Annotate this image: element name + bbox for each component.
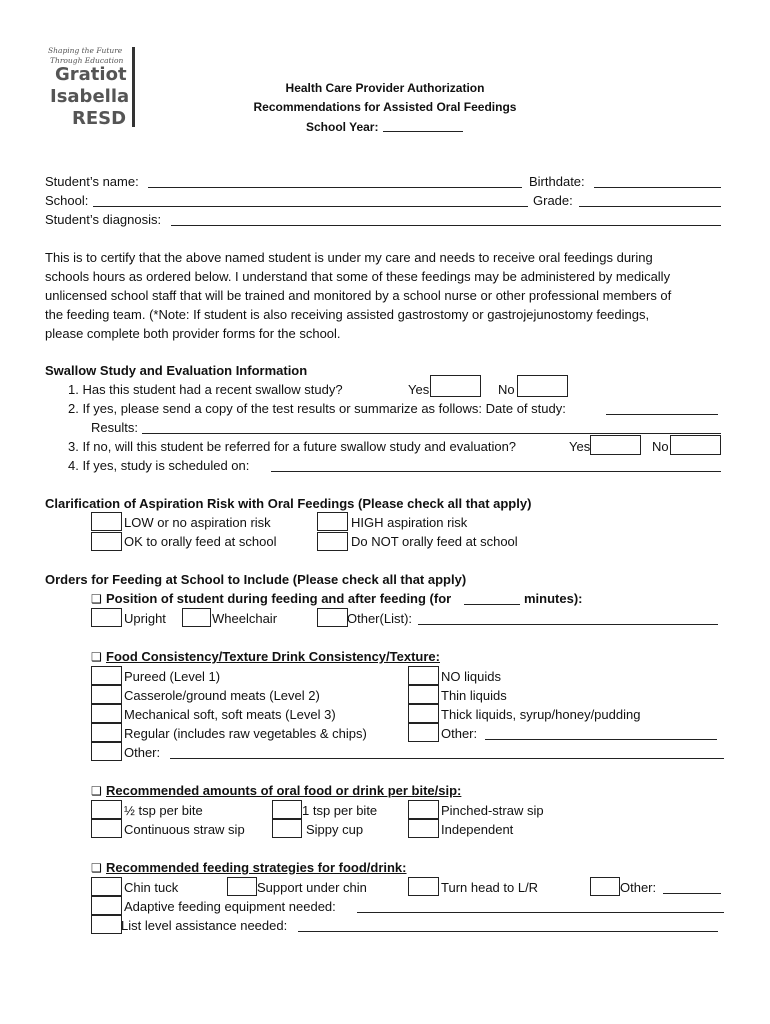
high-risk-checkbox[interactable] [317, 512, 348, 531]
swallow-q4: 4. If yes, study is scheduled on: [68, 458, 250, 473]
position-heading-minutes: minutes): [524, 591, 583, 606]
strategy-other-label: Other: [620, 880, 657, 895]
grade-field[interactable] [579, 206, 721, 207]
birthdate-label: Birthdate: [529, 174, 585, 189]
chin-tuck-checkbox[interactable] [91, 877, 122, 896]
swallow-q1-yes-box[interactable] [430, 375, 481, 397]
checkbox-bullet-icon: ❑ [91, 784, 102, 798]
diagnosis-label: Student’s diagnosis: [45, 212, 162, 227]
no-liquids-checkbox[interactable] [408, 666, 439, 685]
pinched-straw-checkbox[interactable] [408, 800, 439, 819]
assistance-label: List level assistance needed: [121, 918, 288, 933]
swallow-q1: 1. Has this student had a recent swallow study? [68, 382, 343, 397]
one-tsp-label: 1 tsp per bite [302, 803, 378, 818]
school-label: School: [45, 193, 89, 208]
position-heading: Position of student during feeding and after feeding (for [106, 591, 452, 606]
not-feed-checkbox[interactable] [317, 532, 348, 551]
assistance-field[interactable] [298, 931, 718, 932]
drink-option-label: Thick liquids, syrup/honey/pudding [441, 707, 641, 722]
position-other-field[interactable] [418, 624, 718, 625]
consistency-heading: Food Consistency/Texture Drink Consistency/Texture: [106, 649, 440, 664]
support-chin-label: Support under chin [257, 880, 367, 895]
form-subtitle: Recommendations for Assisted Oral Feedings [253, 100, 517, 114]
results-field[interactable] [142, 433, 721, 434]
diagnosis-field[interactable] [171, 225, 721, 226]
student-name-field[interactable] [148, 187, 522, 188]
amounts-heading: Recommended amounts of oral food or drink per bite/sip: [106, 783, 462, 798]
checkbox-bullet-icon: ❑ [91, 592, 102, 606]
assistance-checkbox[interactable] [91, 915, 122, 934]
checkbox-bullet-icon: ❑ [91, 861, 102, 875]
half-tsp-label: ½ tsp per bite [124, 803, 203, 818]
thin-liquids-checkbox[interactable] [408, 685, 439, 704]
swallow-q1-no-label: No [498, 382, 515, 397]
position-other-checkbox[interactable] [317, 608, 348, 627]
study-date-field[interactable] [606, 414, 718, 415]
continuous-straw-label: Continuous straw sip [124, 822, 245, 837]
regular-checkbox[interactable] [91, 723, 122, 742]
food-option-label: Mechanical soft, soft meats (Level 3) [124, 707, 336, 722]
food-other-field[interactable] [170, 758, 724, 759]
logo-tagline-2: Through Education [50, 56, 124, 65]
casserole-checkbox[interactable] [91, 685, 122, 704]
strategies-heading: Recommended feeding strategies for food/drink: [106, 860, 407, 875]
swallow-q3-yes-label: Yes [569, 439, 591, 454]
checkbox-bullet-icon: ❑ [91, 650, 102, 664]
food-other-label: Other: [124, 745, 161, 760]
turn-head-label: Turn head to L/R [441, 880, 539, 895]
low-risk-checkbox[interactable] [91, 512, 122, 531]
food-option-label: Regular (includes raw vegetables & chips) [124, 726, 367, 741]
cert-line: schools hours as ordered below. I understand that some of these feedings may be administered by medically [45, 269, 671, 284]
logo-name-2: Isabella [50, 86, 130, 107]
swallow-q3-no-box[interactable] [670, 435, 721, 455]
high-risk-label: HIGH aspiration risk [351, 515, 468, 530]
school-field[interactable] [93, 206, 528, 207]
independent-checkbox[interactable] [408, 819, 439, 838]
grade-label: Grade: [533, 193, 573, 208]
swallow-q3-yes-box[interactable] [590, 435, 641, 455]
scheduled-date-field[interactable] [271, 471, 721, 472]
swallow-q2: 2. If yes, please send a copy of the test results or summarize as follows: Date of study: [68, 401, 566, 416]
orders-heading: Orders for Feeding at School to Include (Please check all that apply) [45, 572, 467, 587]
certification-paragraph [45, 248, 735, 343]
drink-other-field[interactable] [485, 739, 717, 740]
cert-line: the feeding team. (*Note: If student is also receiving assisted gastrostomy or gastrojejunostomy feedings, [45, 307, 650, 322]
turn-head-checkbox[interactable] [408, 877, 439, 896]
low-risk-label: LOW or no aspiration risk [124, 515, 271, 530]
swallow-q3: 3. If no, will this student be referred for a future swallow study and evaluation? [68, 439, 517, 454]
thick-liquids-checkbox[interactable] [408, 704, 439, 723]
cert-line: please complete both provider forms for the school. [45, 326, 341, 341]
pinched-straw-label: Pinched-straw sip [441, 803, 544, 818]
one-tsp-checkbox[interactable] [272, 800, 302, 819]
not-feed-label: Do NOT orally feed at school [351, 534, 518, 549]
school-year-label: School Year: [306, 120, 379, 134]
drink-other-label: Other: [441, 726, 478, 741]
strategy-other-field[interactable] [663, 893, 721, 894]
drink-option-label: Thin liquids [441, 688, 507, 703]
strategy-other-checkbox[interactable] [590, 877, 620, 896]
cert-line: unlicensed school staff that will be trained and monitored by a school nurse or other professional members of [45, 288, 672, 303]
independent-label: Independent [441, 822, 514, 837]
drink-option-label: NO liquids [441, 669, 501, 684]
sippy-cup-checkbox[interactable] [272, 819, 302, 838]
equipment-field[interactable] [357, 912, 724, 913]
school-year-field[interactable] [383, 131, 463, 132]
upright-label: Upright [124, 611, 166, 626]
ok-feed-label: OK to orally feed at school [124, 534, 277, 549]
cert-line: This is to certify that the above named student is under my care and needs to receive oral feedings during [45, 250, 653, 265]
swallow-q1-no-box[interactable] [517, 375, 568, 397]
continuous-straw-checkbox[interactable] [91, 819, 122, 838]
position-other-label: Other(List): [347, 611, 413, 626]
logo-name-3: RESD [72, 108, 127, 129]
sippy-cup-label: Sippy cup [306, 822, 364, 837]
aspiration-heading: Clarification of Aspiration Risk with Oral Feedings (Please check all that apply) [45, 496, 532, 511]
form-title: Health Care Provider Authorization [285, 81, 485, 95]
swallow-q3-no-label: No [652, 439, 669, 454]
upright-checkbox[interactable] [91, 608, 122, 627]
food-other-checkbox[interactable] [91, 742, 122, 761]
food-option-label: Casserole/ground meats (Level 2) [124, 688, 320, 703]
food-option-label: Pureed (Level 1) [124, 669, 221, 684]
support-chin-checkbox[interactable] [227, 877, 257, 896]
logo-name-1: Gratiot [55, 64, 127, 85]
pureed-checkbox[interactable] [91, 666, 122, 685]
wheelchair-label: Wheelchair [212, 611, 278, 626]
position-minutes-field[interactable] [464, 604, 520, 605]
equipment-checkbox[interactable] [91, 896, 122, 915]
mechanical-soft-checkbox[interactable] [91, 704, 122, 723]
student-name-label: Student’s name: [45, 174, 139, 189]
birthdate-field[interactable] [594, 187, 721, 188]
swallow-q1-yes-label: Yes [408, 382, 430, 397]
ok-feed-checkbox[interactable] [91, 532, 122, 551]
equipment-label: Adaptive feeding equipment needed: [124, 899, 336, 914]
logo-tagline-1: Shaping the Future [48, 46, 123, 55]
wheelchair-checkbox[interactable] [182, 608, 211, 627]
drink-other-checkbox[interactable] [408, 723, 439, 742]
half-tsp-checkbox[interactable] [91, 800, 122, 819]
results-label: Results: [91, 420, 138, 435]
chin-tuck-label: Chin tuck [124, 880, 179, 895]
swallow-heading: Swallow Study and Evaluation Information [45, 363, 308, 378]
